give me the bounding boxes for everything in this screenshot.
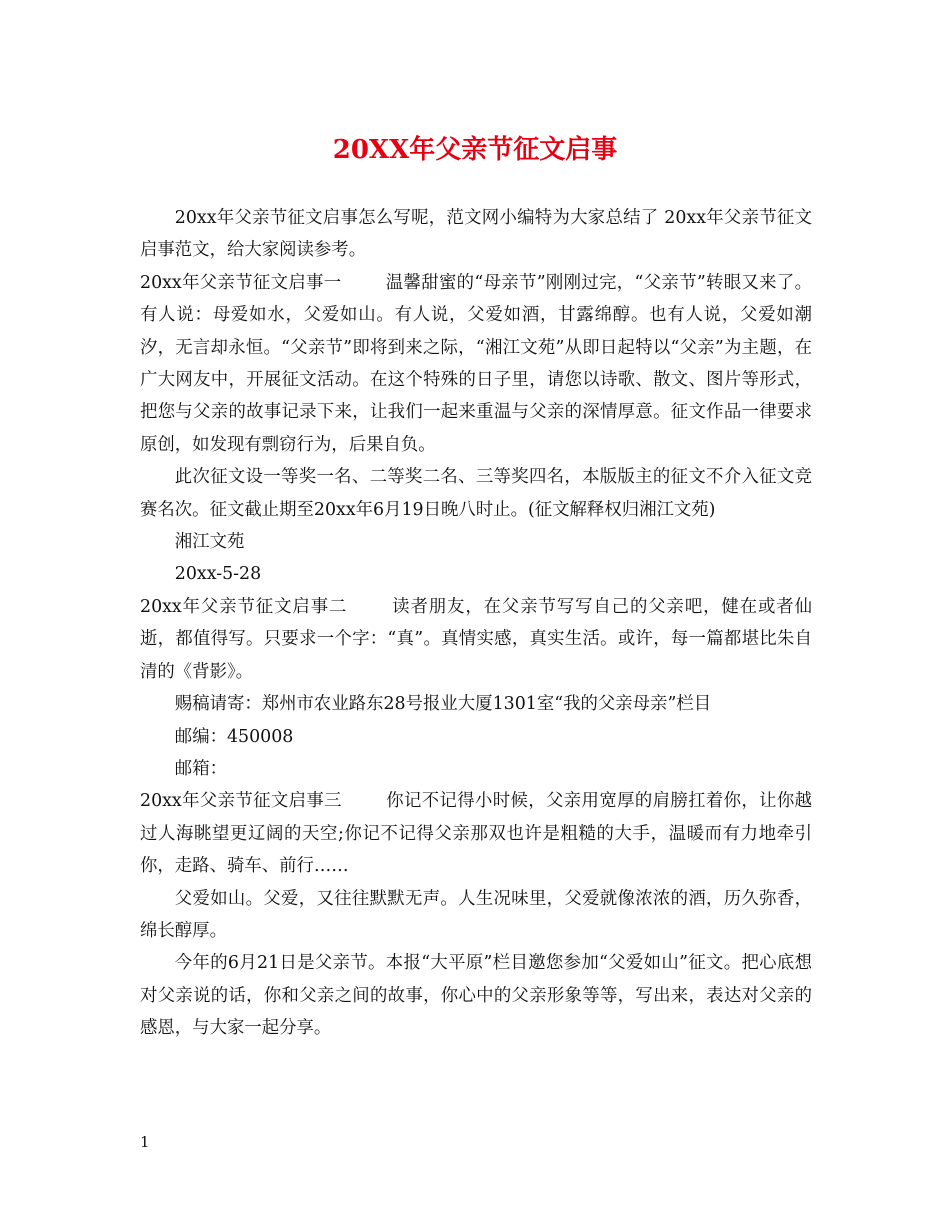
notice-two-heading: 20xx年父亲节征文启事二	[140, 596, 348, 617]
notice-one-text: 温馨甜蜜的“母亲节”刚刚过完，“父亲节”转眼又来了。有人说：母爱如水，父爱如山。有人说，父爱如酒，甘露绵醇。也有人说，父爱如潮汐，无言却永恒。“父亲节”即将到来之际，“湘江文苑”从即日起特以“父亲”为主题，在广大网友中，开展征文活动。在这个特殊的日子里，请您以诗歌、散文、图片等形式，把您与父亲的故事记录下来，让我们一起来重温与父亲的深情厚意。征文作品一律要求原创，如发现有剽窃行为，后果自负。	[140, 272, 812, 455]
notice-one-heading: 20xx年父亲节征文启事一	[140, 272, 342, 293]
notice-three-paragraph	[140, 785, 812, 882]
notice-two-paragraph	[140, 591, 812, 688]
notice-two-email: 邮箱：	[174, 758, 227, 779]
notice-one-prizes: 此次征文设一等奖一名、二等奖二名、三等奖四名，本版版主的征文不介入征文竞赛名次。征文截止期至20xx年6月19日晚八时止。(征文解释权归湘江文苑)	[140, 467, 812, 520]
document-body	[140, 202, 812, 1045]
notice-one-signature: 湘江文苑	[174, 532, 245, 553]
notice-two-text: 读者朋友，在父亲节写写自己的父亲吧，健在或者仙逝，都值得写。只要求一个字：“真”。真情实感，真实生活。或许，每一篇都堪比朱自清的《背影》。	[140, 596, 812, 682]
page-number: 1	[140, 1133, 150, 1151]
notice-one-date: 20xx-5-28	[174, 564, 262, 585]
notice-two-address: 赐稿请寄：郑州市农业路东28号报业大厦1301室“我的父亲母亲”栏目	[174, 694, 712, 715]
notice-two-postcode: 邮编：450008	[174, 726, 294, 747]
intro-paragraph: 20xx年父亲节征文启事怎么写呢，范文网小编特为大家总结了 20xx年父亲节征文启事范文，给大家阅读参考。	[140, 208, 812, 261]
notice-three-heading: 20xx年父亲节征文启事三	[140, 791, 342, 812]
notice-three-paragraph-2: 父爱如山。父爱，又往往默默无声。人生况味里，父爱就像浓浓的酒，历久弥香，绵长醇厚。	[140, 888, 812, 941]
notice-one-paragraph	[140, 267, 812, 461]
notice-three-text: 你记不记得小时候，父亲用宽厚的肩膀扛着你，让你越过人海眺望更辽阔的天空;你记不记得父亲那双也许是粗糙的大手，温暖而有力地牵引你，走路、骑车、前行……	[140, 791, 812, 877]
notice-three-paragraph-3: 今年的6月21日是父亲节。本报“大平原”栏目邀您参加“父爱如山”征文。把心底想对父亲说的话，你和父亲之间的故事，你心中的父亲形象等等，写出来，表达对父亲的感恩，与大家一起分享。	[140, 953, 812, 1039]
document-title: 20XX年父亲节征文启事	[332, 135, 618, 165]
